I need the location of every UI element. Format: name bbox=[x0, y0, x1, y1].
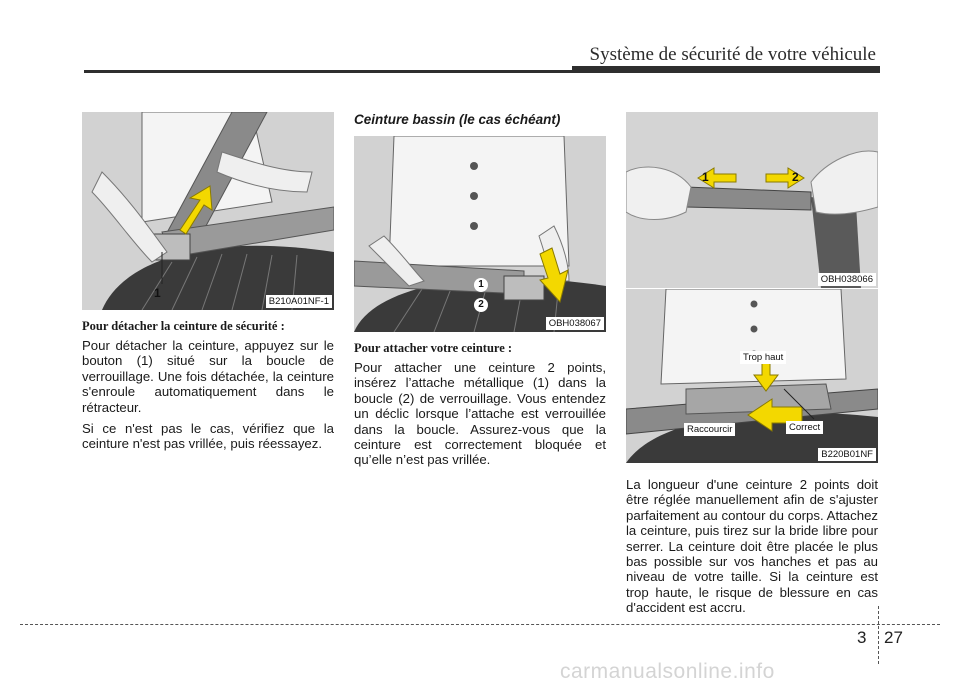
header-rule-accent bbox=[572, 66, 880, 72]
callout-1: 1 bbox=[474, 278, 488, 292]
lap-belt-subtitle: Ceinture bassin (le cas échéant) bbox=[354, 112, 561, 127]
buckle-paragraph: Pour attacher une ceinture 2 points, insérez l’attache métallique (1) dans la boucle (2) de verrouillage. Vous entendez un déclic lorsque l’attache est verrouillée dans la boucle. Assurez-vous que la ceinture est correctement bloquée et qu’elle n’est pas vrillée. bbox=[354, 360, 606, 468]
chapter-number: 3 bbox=[857, 628, 867, 647]
footer-page-divider bbox=[878, 606, 879, 664]
lap-belt-position-illustration bbox=[626, 289, 878, 463]
figure-code: OBH038066 bbox=[818, 273, 876, 286]
unbuckle-paragraph-1: Pour détacher la ceinture, appuyez sur le bouton (1) situé sur la boucle de verrouillage. Une fois détachée, la ceinture s'enroule automatiquement dans le rétracteur. bbox=[82, 338, 334, 415]
callout-1: 1 bbox=[702, 170, 709, 184]
column-unbuckle bbox=[82, 112, 334, 458]
unbuckle-illustration bbox=[82, 112, 334, 310]
figure-buckle bbox=[354, 136, 606, 332]
callout-2: 2 bbox=[792, 170, 799, 184]
figure-adjust-bottom bbox=[626, 289, 878, 463]
label-shorten: Raccourcir bbox=[684, 423, 735, 436]
watermark: carmanualsonline.info bbox=[560, 660, 775, 683]
buckle-heading: Pour attacher votre ceinture : bbox=[354, 341, 513, 355]
adjust-paragraph: La longueur d'une ceinture 2 points doit être réglée manuellement afin de s'ajuster parfaitement au contour du corps. Attachez la ceinture, puis tirez sur la bride libre pour serrer. La ceinture doit être placée le plus bas possible sur vos hanches et pas au niveau de votre taille. Si la ceinture est trop haute, le risque de blessure en cas d'accident est accru. bbox=[626, 477, 878, 616]
section-title: Système de sécurité de votre véhicule bbox=[589, 44, 876, 65]
figure-unbuckle bbox=[82, 112, 334, 310]
figure-code: B220B01NF bbox=[818, 448, 876, 461]
figure-code: B210A01NF-1 bbox=[266, 295, 332, 308]
callout-2: 2 bbox=[474, 298, 488, 312]
unbuckle-paragraph-2: Si ce n'est pas le cas, vérifiez que la ceinture n'est pas vrillée, puis réessayez. bbox=[82, 421, 334, 452]
figure-code: OBH038067 bbox=[546, 317, 604, 330]
callout-1: 1 bbox=[154, 286, 161, 300]
column-adjust bbox=[626, 112, 878, 622]
unbuckle-heading: Pour détacher la ceinture de sécurité : bbox=[82, 319, 285, 333]
page-number: 27 bbox=[884, 628, 903, 647]
figure-adjust-top bbox=[626, 112, 878, 288]
label-correct: Correct bbox=[786, 421, 823, 434]
footer-divider bbox=[20, 624, 940, 625]
column-buckle bbox=[354, 112, 606, 474]
label-too-high: Trop haut bbox=[740, 351, 786, 364]
strap-illustration bbox=[626, 112, 878, 288]
